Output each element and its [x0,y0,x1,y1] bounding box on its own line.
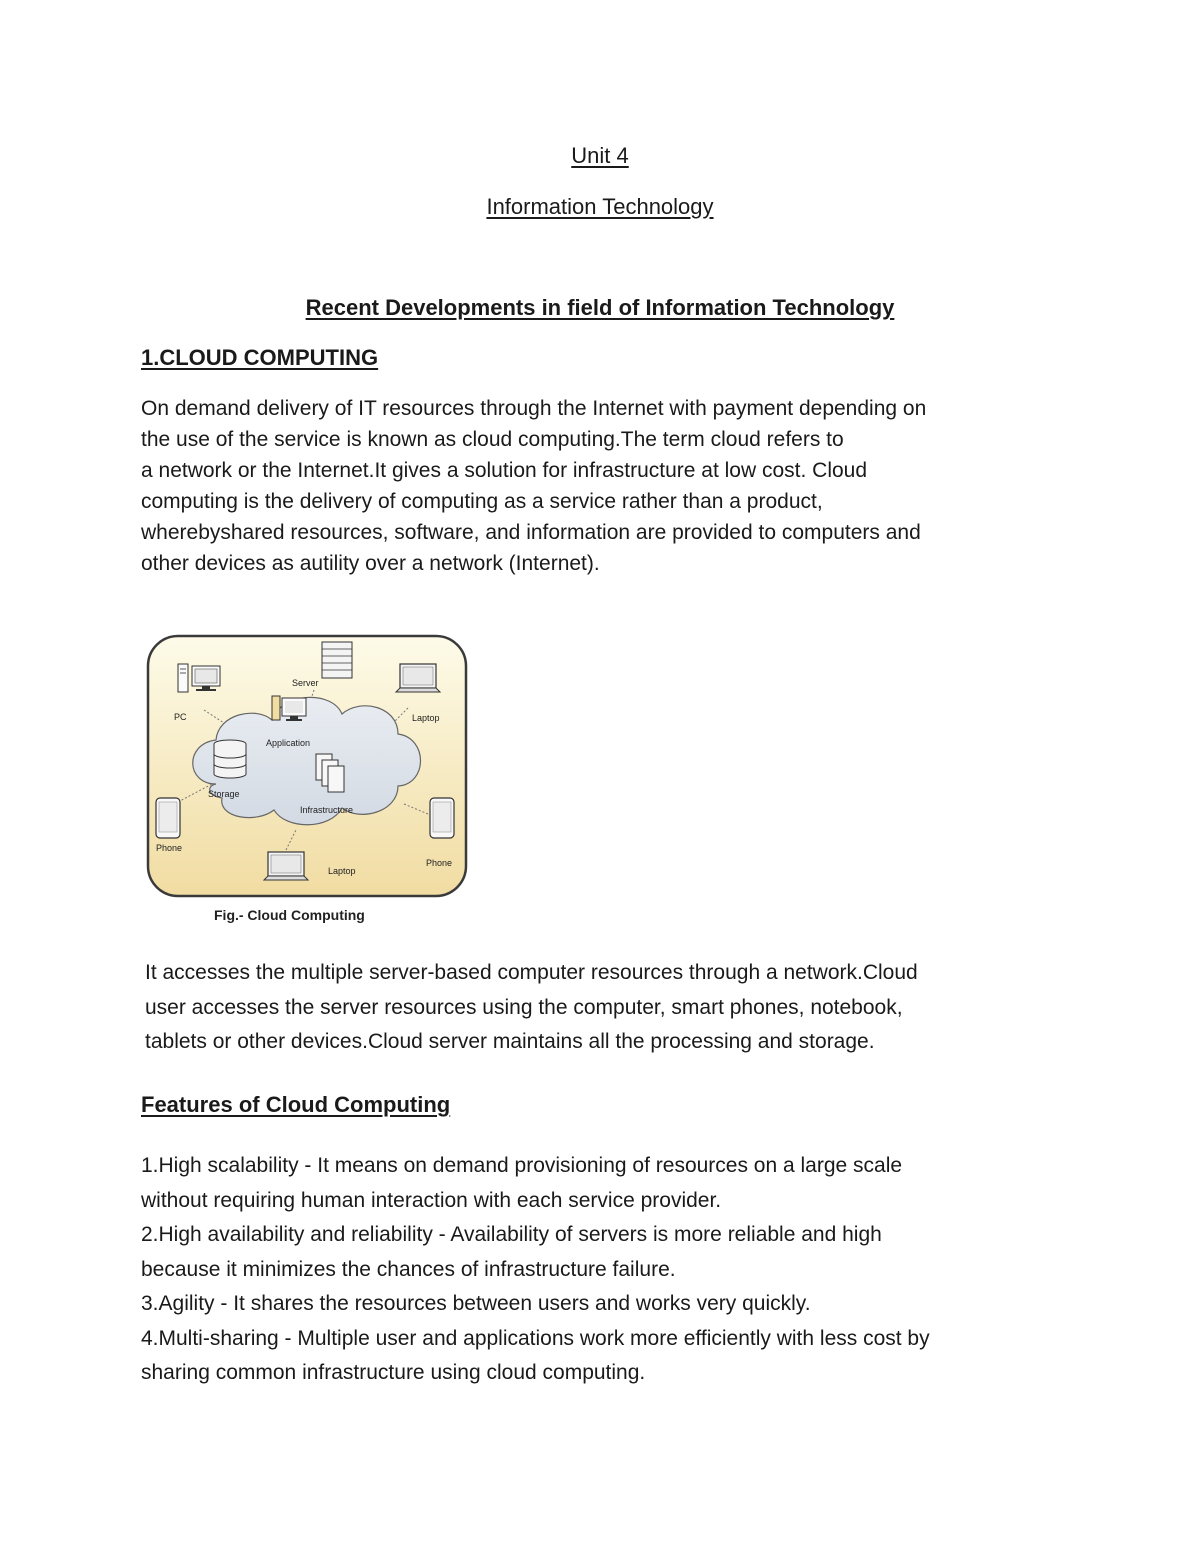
phone-icon [156,798,180,838]
label-laptop-top: Laptop [412,713,440,723]
list-item: because it minimizes the chances of infrastructure failure. [141,1257,676,1281]
cloud-access-paragraph [145,956,1045,1060]
label-phone-left: Phone [156,843,183,853]
laptop-icon [264,852,308,880]
cloud-computing-diagram [146,634,468,898]
list-item: without requiring human interaction with each service provider. [141,1188,722,1212]
label-application: Application [266,738,311,748]
storage-icon [214,740,246,778]
section-title: Recent Developments in field of Information Technology [305,295,895,320]
intro-line: computing is the delivery of computing as a service rather than a product, [141,490,823,513]
server-icon [322,642,352,678]
access-line: It accesses the multiple server-based computer resources through a network.Cloud [145,961,918,984]
features-list [141,1149,1061,1391]
label-phone-right: Phone [426,858,453,868]
laptop-icon [396,664,440,692]
label-storage: Storage [208,789,240,799]
label-server: Server [292,678,319,688]
label-pc: PC [174,712,187,722]
access-line: user accesses the server resources using the computer, smart phones, notebook, [145,995,903,1019]
phone-icon [430,798,454,838]
intro-line: other devices as autility over a network (Internet). [141,552,600,575]
figure-caption: Fig.- Cloud Computing [214,907,365,923]
unit-title: Unit 4 [571,143,629,168]
label-laptop-bottom: Laptop [328,866,356,876]
list-item: 2.High availability and reliability - Availability of servers is more reliable and high [141,1223,882,1246]
access-line: tablets or other devices.Cloud server maintains all the processing and storage. [145,1030,875,1053]
cloud-computing-heading: 1.CLOUD COMPUTING [141,345,379,370]
features-heading: Features of Cloud Computing [141,1092,451,1117]
list-item: 3.Agility - It shares the resources between users and works very quickly. [141,1292,811,1315]
subject-title: Information Technology [486,194,714,219]
intro-line: the use of the service is known as cloud computing.The term cloud refers to [141,428,844,451]
list-item: sharing common infrastructure using cloud computing. [141,1361,646,1384]
list-item: 4.Multi-sharing - Multiple user and applications work more efficiently with less cost by [141,1326,930,1350]
list-item: 1.High scalability - It means on demand provisioning of resources on a large scale [141,1154,903,1177]
cloud-intro-paragraph [141,393,1041,579]
intro-line: On demand delivery of IT resources through the Internet with payment depending on [141,397,927,420]
intro-line: wherebyshared resources, software, and information are provided to computers and [141,521,921,544]
intro-line: a network or the Internet.It gives a solution for infrastructure at low cost. Cloud [141,459,868,482]
label-infrastructure: Infrastructure [300,805,354,815]
